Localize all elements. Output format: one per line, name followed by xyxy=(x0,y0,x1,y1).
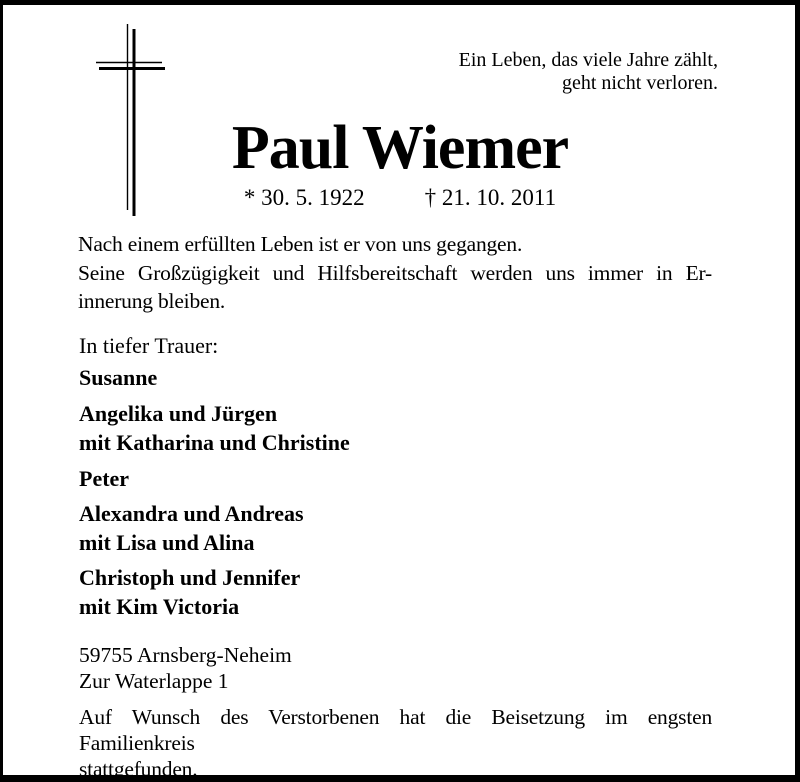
epigraph-line: geht nicht verloren. xyxy=(561,72,718,94)
deceased-name: Paul Wiemer xyxy=(231,114,569,182)
birth-date: * 30. 5. 1922 xyxy=(243,185,365,210)
obituary-text-line: Nach einem erfüllten Leben ist er von uns gegangen. xyxy=(78,232,523,256)
mourner-group xyxy=(79,363,712,392)
mourner-group xyxy=(79,399,712,457)
mourner-name: Peter xyxy=(79,466,130,491)
obituary-text-line: Seine Großzügigkeit und Hilfsbereitschaft werden uns immer in Er- xyxy=(78,260,712,285)
mourner-name: Susanne xyxy=(79,365,158,390)
closing-note-line: Auf Wunsch des Verstorbenen hat die Beisetzung im engsten Familienkreis xyxy=(79,705,712,755)
obituary-text-line: innerung bleiben. xyxy=(78,289,226,314)
death-date: † 21. 10. 2011 xyxy=(424,185,557,210)
mourner-group xyxy=(79,563,712,621)
mourner-group xyxy=(79,464,712,493)
life-dates xyxy=(0,186,800,209)
epigraph-line: Ein Leben, das viele Jahre zählt, xyxy=(458,49,718,71)
mourner-name: Angelika und Jürgen xyxy=(79,401,278,426)
mourner-name: Christoph und Jennifer xyxy=(79,565,301,590)
lower-section xyxy=(79,331,712,782)
frame-border-top xyxy=(0,0,800,5)
closing-note-line: stattgefunden. xyxy=(79,757,198,781)
obituary-text xyxy=(78,230,712,316)
address-line: 59755 Arnsberg-Neheim xyxy=(79,643,292,667)
mourner-name: Alexandra und Andreas xyxy=(79,501,304,526)
mourner-name: mit Katharina und Christine xyxy=(79,430,350,455)
epigraph xyxy=(459,49,718,95)
address-line: Zur Waterlappe 1 xyxy=(79,669,229,693)
mourner-name: mit Kim Victoria xyxy=(79,594,240,619)
mourner-group xyxy=(79,499,712,557)
closing-note xyxy=(79,704,712,782)
address-block xyxy=(79,642,712,694)
mourning-label: In tiefer Trauer: xyxy=(79,333,219,358)
mourner-name: mit Lisa und Alina xyxy=(79,530,255,555)
